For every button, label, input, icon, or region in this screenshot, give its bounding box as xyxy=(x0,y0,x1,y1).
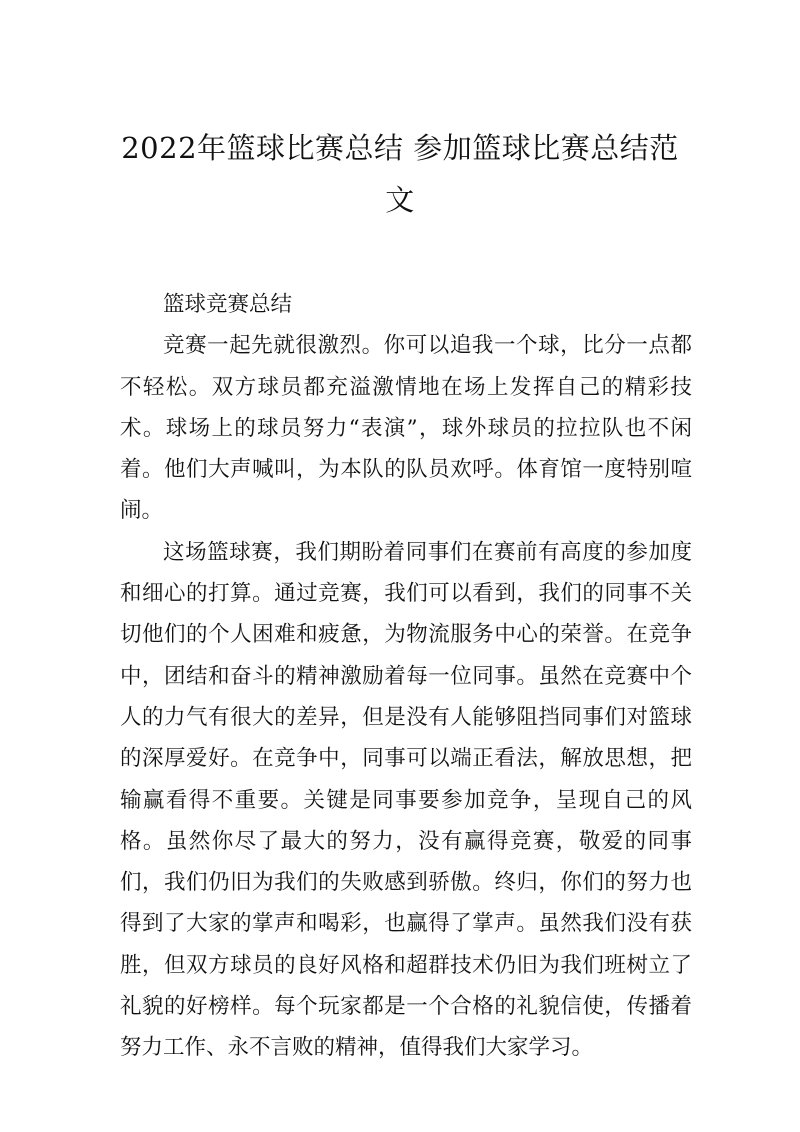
section-heading: 篮球竞赛总结 xyxy=(163,292,293,317)
document-body xyxy=(120,284,692,1069)
document-title: 2022年篮球比赛总结 参加篮球比赛总结范文 xyxy=(121,131,679,217)
paragraph: 这场篮球赛，我们期盼着同事们在赛前有高度的参加度和细心的打算。通过竞赛，我们可以看到，我们的同事不关切他们的个人困难和疲惫，为物流服务中心的荣誉。在竞争中，团结和奋斗的精神激励着每一位同事。虽然在竞赛中个人的力气有很大的差异，但是没有人能够阻挡同事们对篮球的深厚爱好。在竞争中，同事可以端正看法，解放思想，把输赢看得不重要。关键是同事要参加竞争，呈现自己的风格。虽然你尽了最大的努力，没有赢得竞赛，敬爱的同事们，我们仍旧为我们的失败感到骄傲。终归，你们的努力也得到了大家的掌声和喝彩，也赢得了掌声。虽然我们没有获胜，但双方球员的良好风格和超群技术仍旧为我们班树立了礼貌的好榜样。每个玩家都是一个合格的礼貌信使，传播着努力工作、永不言败的精神，值得我们大家学习。 xyxy=(120,539,692,1061)
paragraph: 竞赛一起先就很激烈。你可以追我一个球，比分一点都不轻松。双方球员都充溢激情地在场上发挥自己的精彩技术。球场上的球员努力“表演”，球外球员的拉拉队也不闲着。他们大声喊叫，为本队的队员欢呼。体育馆一度特别喧闹。 xyxy=(120,333,692,524)
